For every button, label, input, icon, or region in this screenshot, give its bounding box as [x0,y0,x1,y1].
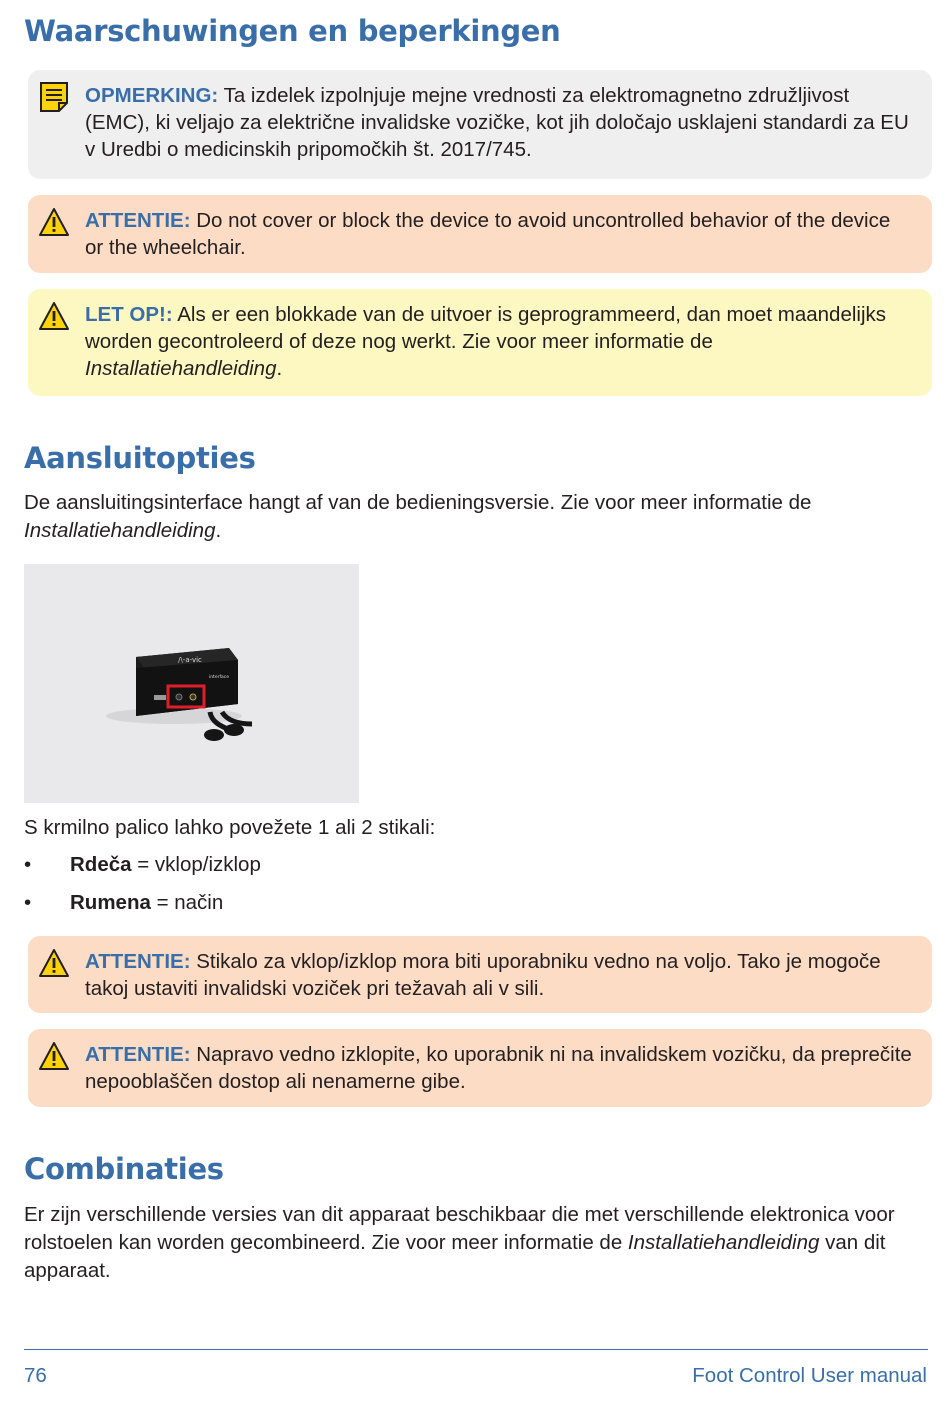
note-label: OPMERKING: [85,84,219,107]
device-port-label: interface [208,675,230,680]
warning-label: LET OP!: [85,303,173,326]
warning-triangle-icon [38,948,70,978]
caution-box [28,195,932,273]
section-title-connection: Aansluitopties [24,441,256,475]
warning-box: LET OP!: Als er een blokkade van de uitvoer is geprogrammeerd, dan moet maandelijks worden gecontroleerd of deze nog werkt. Zie voor meer informatie de Installatiehandleiding. [28,289,932,396]
list-item: • Rumena = način [24,891,224,914]
section-title-warnings: Waarschuwingen en beperkingen [24,14,561,48]
caution-text: Stikalo za vklop/izklop mora biti uporabniku vedno na voljo. Tako je mogoče takoj ustaviti invalidski voziček pri težavah ali v sili. [85,950,881,1000]
list-item: • Rdeča = vklop/izklop [24,853,261,876]
note-document-icon [38,82,70,112]
note-text: Ta izdelek izpolnjuje mejne vrednosti za elektromagnetno združljivost (EMC), ki veljajo za električne invalidske vozičke, kot jih določajo usklajeni standardi za EU v Uredbi o medicinskih pripomočkih št. 2017/745. [85,84,909,161]
note-box [28,70,932,179]
connection-manual-ref: Installatiehandleiding [24,519,216,542]
caution-box [28,936,932,1013]
combinations-paragraph: Er zijn verschillende versies van dit apparaat beschikbaar die met verschillende elektronica voor rolstoelen kan worden gecombineerd. Zie voor meer informatie de Installatiehandleiding van dit apparaat. [24,1203,895,1282]
combinations-manual-ref: Installatiehandleiding [627,1231,820,1254]
section-title-combinations: Combinaties [24,1152,224,1186]
switch-intro: S krmilno palico lahko povežete 1 ali 2 stikali: [24,816,436,839]
manual-title: Foot Control User manual [692,1364,927,1387]
footer-divider [24,1349,928,1350]
caution-text: Do not cover or block the device to avoid uncontrolled behavior of the device or the wheelchair. [85,209,891,259]
warning-triangle-icon [38,207,70,237]
warning-triangle-icon [38,1041,70,1071]
device-illustration [24,564,359,803]
warning-triangle-icon [38,301,70,331]
warning-manual-ref: Installatiehandleiding [85,357,277,380]
caution-box [28,1029,932,1107]
warning-text: Als er een blokkade van de uitvoer is geprogrammeerd, dan moet maandelijks worden gecontroleerd of deze nog werkt. Zie voor meer informatie de [85,303,887,353]
device-photo [24,564,359,803]
page-number: 76 [24,1364,47,1387]
caution-label: ATTENTIE: [85,1043,191,1066]
connection-paragraph: De aansluitingsinterface hangt af van de bedieningsversie. Zie voor meer informatie de Installatiehandleiding. [24,491,812,542]
caution-label: ATTENTIE: [85,209,191,232]
caution-label: ATTENTIE: [85,950,191,973]
caution-text: Napravo vedno izklopite, ko uporabnik ni na invalidskem vozičku, da preprečite nepooblaščen dostop ali nenamerne gibe. [85,1043,912,1093]
device-brand: /\-a-vic [178,656,202,664]
